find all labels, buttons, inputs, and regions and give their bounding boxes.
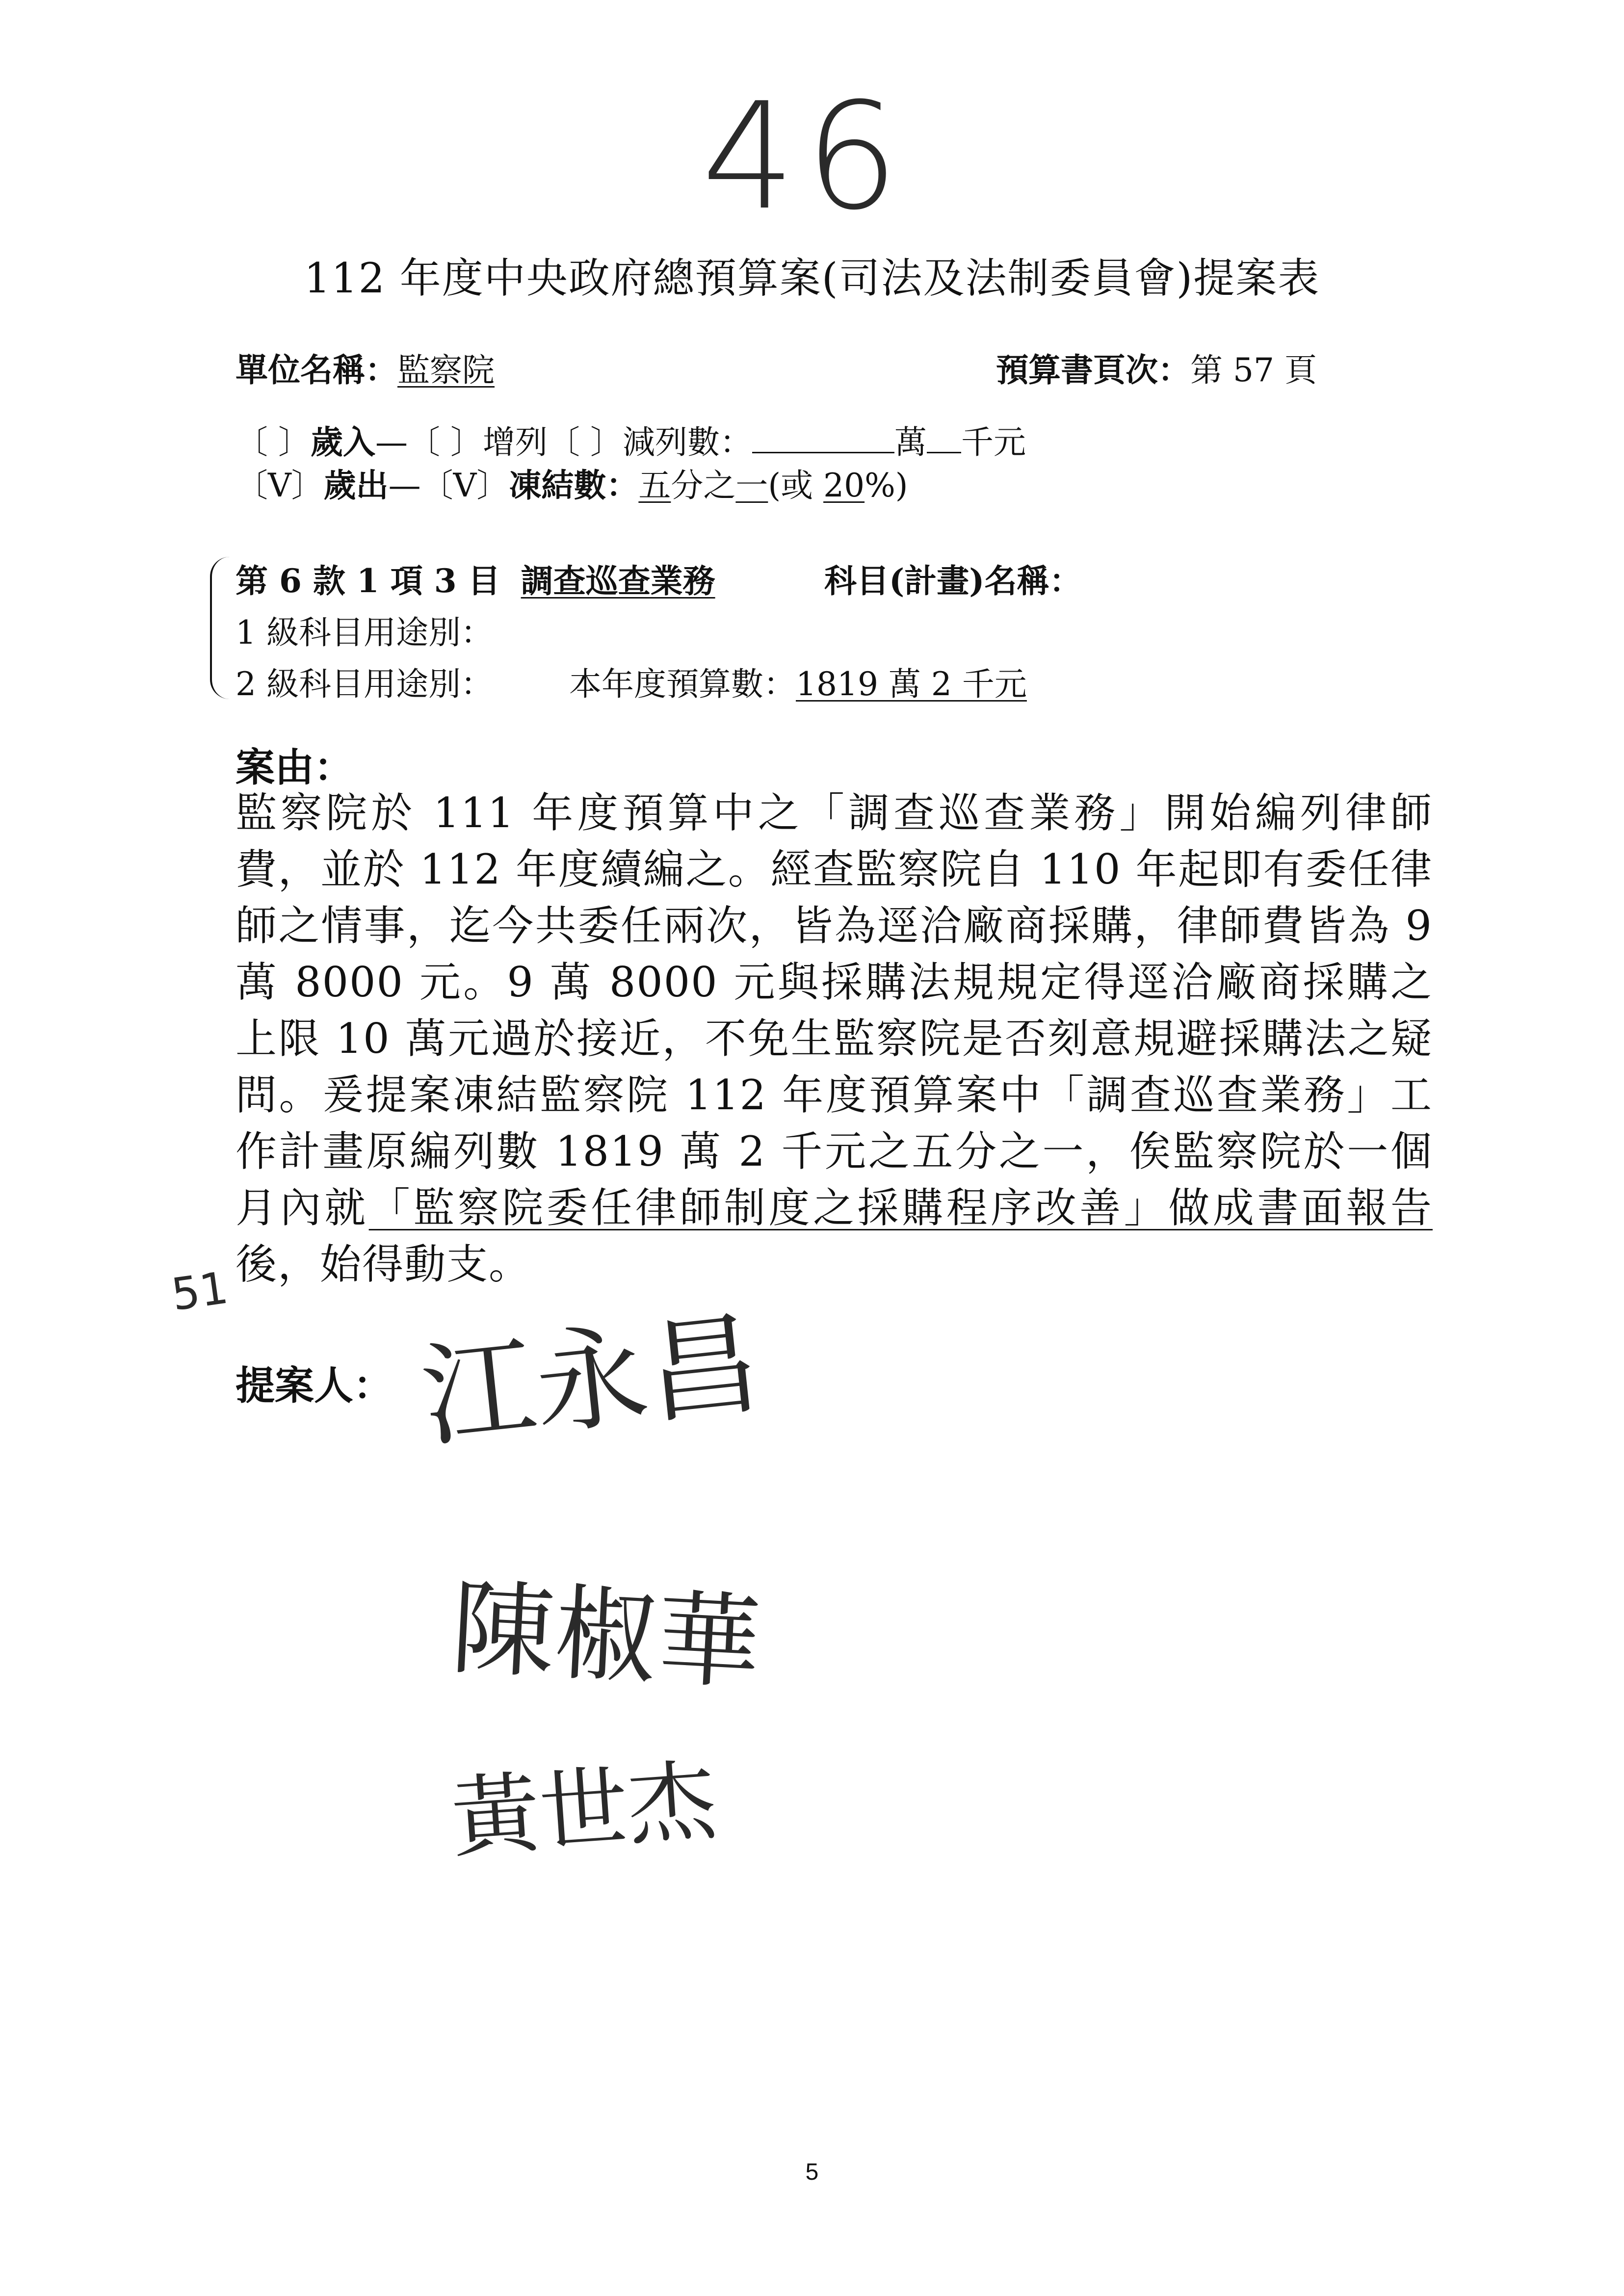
level1-label: 1 級科目用途別：	[236, 614, 493, 652]
expense-dash: —	[388, 467, 421, 504]
reason-text-2: 後，始得動支。	[236, 1240, 531, 1288]
budget-page-label: 預算書頁次：	[996, 351, 1190, 389]
unit-label: 單位名稱：	[236, 351, 397, 389]
reason-text-underlined: 「監察院委任律師制度之採購程序改善」做成書面報告	[368, 1184, 1433, 1232]
level2-label: 2 級科目用途別：	[236, 665, 493, 703]
budget-label: 本年度預算數：	[569, 665, 796, 703]
expense-row	[236, 466, 908, 505]
expense-checkbox: 〔V〕	[236, 467, 324, 504]
income-reduce-checkbox: 〔 〕	[547, 423, 623, 461]
reason-text-1: 監察院於 111 年度預算中之「調查巡查業務」開始編列律師費，並於 112 年度續編之。經查監察院自 110 年起即有委任律師之情事，迄今共委任兩次，皆為逕洽廠商採購，律師費皆為 9 萬 8000 元。9 萬 8000 元與採購法規規定得逕洽廠商採購之上限 10 萬元過於接近，不免生監察院是否刻意規避採購法之疑問。爰提案凍結監察院 112 年度預算案中「調查巡查業務」工作計畫原編列數 1819 萬 2 千元之五分之一，俟監察院於一個月內就	[236, 789, 1433, 1232]
page-number: 5	[805, 2159, 819, 2185]
proposer-label: 提案人：	[236, 1362, 393, 1409]
level1-row	[236, 613, 493, 652]
signature-3: 黃世杰	[448, 1749, 720, 1871]
income-add-checkbox: 〔 〕	[407, 423, 483, 461]
signature-1: 江永昌	[416, 1298, 767, 1464]
income-wan-unit: 萬	[894, 423, 927, 461]
income-reduce-label: 減列數：	[622, 423, 752, 461]
level2-row	[236, 665, 493, 704]
freeze-denominator: 五	[638, 467, 671, 504]
budget-page-row	[996, 351, 1317, 390]
income-checkbox: 〔 〕	[236, 423, 311, 461]
income-label: 歲入	[310, 423, 375, 461]
item-brace	[210, 557, 232, 699]
subject-label: 科目(計畫)名稱：	[824, 562, 1082, 600]
item-code: 第 6 款 1 項 3 目	[236, 562, 500, 600]
freeze-percent: 20	[823, 467, 865, 504]
unit-row	[236, 351, 495, 390]
expense-label: 歲出	[323, 466, 389, 504]
item-row	[236, 562, 715, 600]
freeze-huo: (或	[768, 467, 824, 504]
income-dash: —	[375, 423, 408, 461]
freeze-label: 凍結數：	[509, 466, 639, 504]
income-row	[236, 419, 1026, 462]
freeze-numerator: 一	[735, 467, 768, 504]
income-qian-blank	[927, 419, 961, 453]
unit-value: 監察院	[397, 351, 495, 389]
page-title: 112 年度中央政府總預算案(司法及法制委員會)提案表	[304, 254, 1320, 302]
page-mark-number: 46	[702, 71, 909, 242]
budget-value: 1819 萬 2 千元	[796, 665, 1027, 703]
income-qian-unit: 千元	[961, 423, 1026, 461]
budget-page-value: 第 57 頁	[1190, 351, 1317, 389]
reason-label: 案由：	[236, 744, 353, 790]
signature-2: 陳椒華	[448, 1567, 764, 1704]
income-add-label: 增列	[482, 423, 548, 461]
budget-row	[569, 665, 1027, 704]
item-name: 調查巡查業務	[521, 562, 715, 600]
subject-row	[824, 562, 1081, 600]
income-wan-blank	[752, 419, 894, 453]
reason-body	[236, 785, 1433, 1293]
margin-note: 51	[168, 1262, 232, 1321]
freeze-fenzhi: 分之	[671, 467, 736, 504]
freeze-checkbox: 〔V〕	[420, 467, 509, 504]
freeze-percent-suffix: %)	[864, 467, 908, 504]
